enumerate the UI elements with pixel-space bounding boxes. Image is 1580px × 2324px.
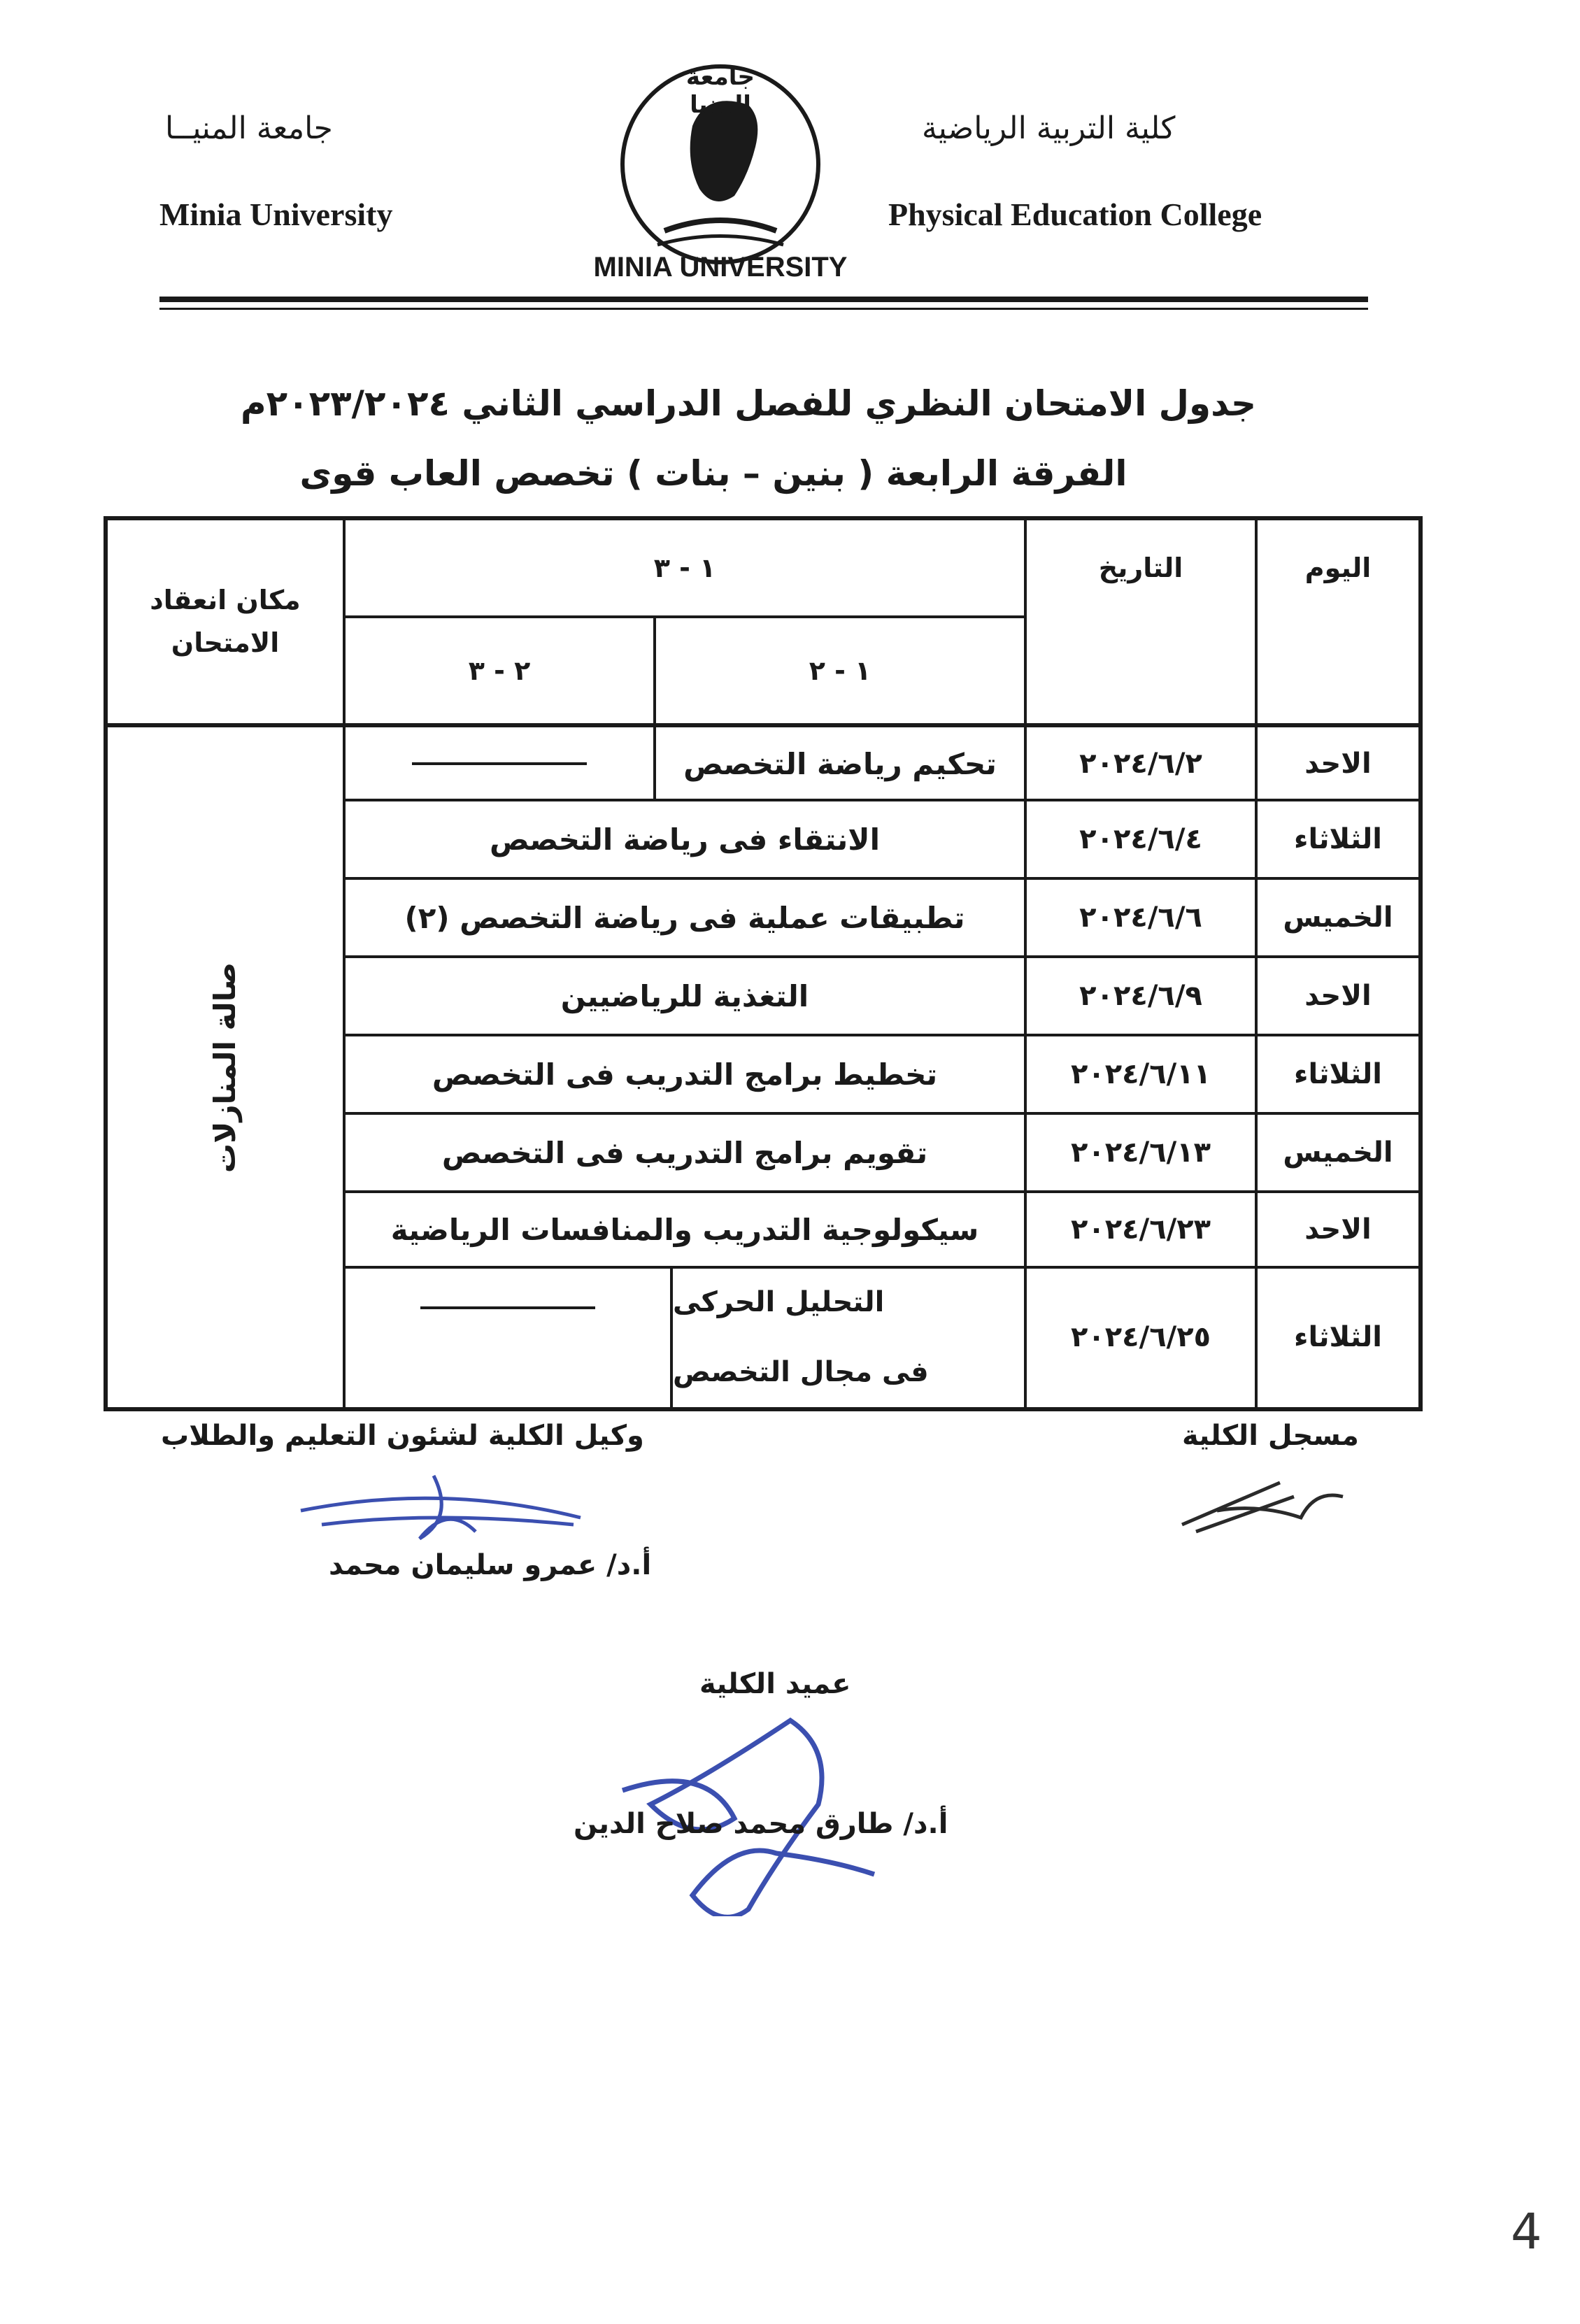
vice-dean-signature bbox=[294, 1462, 588, 1553]
row-day: الثلاثاء bbox=[1294, 1321, 1382, 1353]
header-group-2-3: ٢ - ٣ bbox=[468, 655, 531, 686]
empty-dash bbox=[420, 1306, 595, 1309]
logo-text-top: جامعة المنيا bbox=[685, 63, 755, 119]
venue-value-text: صالة المنازلات bbox=[208, 962, 243, 1173]
row-subject-line-1: التحليل الحركى bbox=[673, 1286, 885, 1318]
row-day: الخميس bbox=[1283, 1136, 1393, 1169]
registrar-signature bbox=[1175, 1469, 1364, 1539]
row-date: ٢٠٢٤/٦/٢٣ bbox=[1070, 1213, 1211, 1246]
row-day: الاحد bbox=[1304, 748, 1372, 780]
registrar-title: مسجل الكلية bbox=[1182, 1420, 1359, 1452]
row-date: ٢٠٢٤/٦/١١ bbox=[1070, 1058, 1211, 1090]
row-date: ٢٠٢٤/٦/٤ bbox=[1079, 823, 1202, 855]
college-name-ar: كلية التربية الرياضية bbox=[922, 111, 1176, 146]
row-subject: تقويم برامج التدريب فى التخصص bbox=[441, 1135, 928, 1170]
row-subject-group-1-2 bbox=[673, 1267, 1024, 1407]
dean-signature bbox=[608, 1692, 944, 1916]
dean-title: عميد الكلية bbox=[699, 1668, 851, 1700]
row-date: ٢٠٢٤/٦/٦ bbox=[1079, 901, 1202, 934]
row-day: الخميس bbox=[1283, 901, 1393, 934]
vice-dean-name: أ.د/ عمرو سليمان محمد bbox=[329, 1549, 652, 1581]
vice-dean-title: وكيل الكلية لشئون التعليم والطلاب bbox=[161, 1420, 644, 1452]
university-name-ar: جامعة المنيــا bbox=[165, 111, 333, 146]
exam-schedule-subtitle: الفرقة الرابعة ( بنين – بنات ) تخصص العاب قوى bbox=[299, 453, 1127, 494]
header-group-top: ١ - ٣ bbox=[653, 553, 716, 583]
row-subject: تخطيط برامج التدريب فى التخصص bbox=[432, 1057, 938, 1092]
row-day: الثلاثاء bbox=[1294, 1058, 1382, 1090]
venue-value bbox=[108, 727, 343, 1407]
row-subject: تطبيقات عملية فى رياضة التخصص (٢) bbox=[404, 900, 965, 935]
exam-schedule-table bbox=[104, 516, 1423, 1411]
header-date: التاريخ bbox=[1098, 553, 1183, 583]
header-venue: مكان انعقاد الامتحان bbox=[150, 585, 301, 658]
university-logo bbox=[588, 42, 853, 294]
row-day: الثلاثاء bbox=[1294, 823, 1382, 855]
row-date: ٢٠٢٤/٦/٩ bbox=[1079, 980, 1202, 1012]
header-group-1-2: ١ - ٢ bbox=[809, 655, 871, 686]
row-day: الاحد bbox=[1304, 980, 1372, 1012]
row-date: ٢٠٢٤/٦/١٣ bbox=[1070, 1136, 1211, 1169]
page-number: 4 bbox=[1511, 2203, 1542, 2260]
row-subject: سيكولوجية التدريب والمنافسات الرياضية bbox=[390, 1212, 979, 1247]
empty-dash bbox=[412, 762, 587, 765]
header-rule-thick bbox=[159, 297, 1368, 302]
row-date: ٢٠٢٤/٦/٢ bbox=[1079, 748, 1202, 780]
exam-schedule-title: جدول الامتحان النظري للفصل الدراسي الثاني ٢٠٢٣/٢٠٢٤م bbox=[240, 383, 1257, 424]
row-subject: التغذية للرياضيين bbox=[560, 978, 809, 1013]
row-subject-line-2: فى مجال التخصص bbox=[673, 1356, 929, 1388]
row-day: الاحد bbox=[1304, 1213, 1372, 1246]
row-subject-group-1-2: تحكيم رياضة التخصص bbox=[683, 746, 997, 781]
dean-name: أ.د/ طارق محمد صلاح الدين bbox=[574, 1808, 948, 1840]
university-name-en: Minia University bbox=[159, 197, 393, 232]
header-rule-thin bbox=[159, 308, 1368, 310]
row-subject-group-2-3-empty bbox=[346, 1267, 670, 1407]
header-day: اليوم bbox=[1304, 553, 1372, 583]
logo-text-bottom: MINIA UNIVERSITY bbox=[593, 252, 848, 283]
row-date: ٢٠٢٤/٦/٢٥ bbox=[1070, 1321, 1211, 1353]
row-subject-group-2-3-empty bbox=[346, 727, 653, 800]
row-subject: الانتقاء فى رياضة التخصص bbox=[490, 822, 880, 857]
college-name-en: Physical Education College bbox=[888, 197, 1262, 232]
